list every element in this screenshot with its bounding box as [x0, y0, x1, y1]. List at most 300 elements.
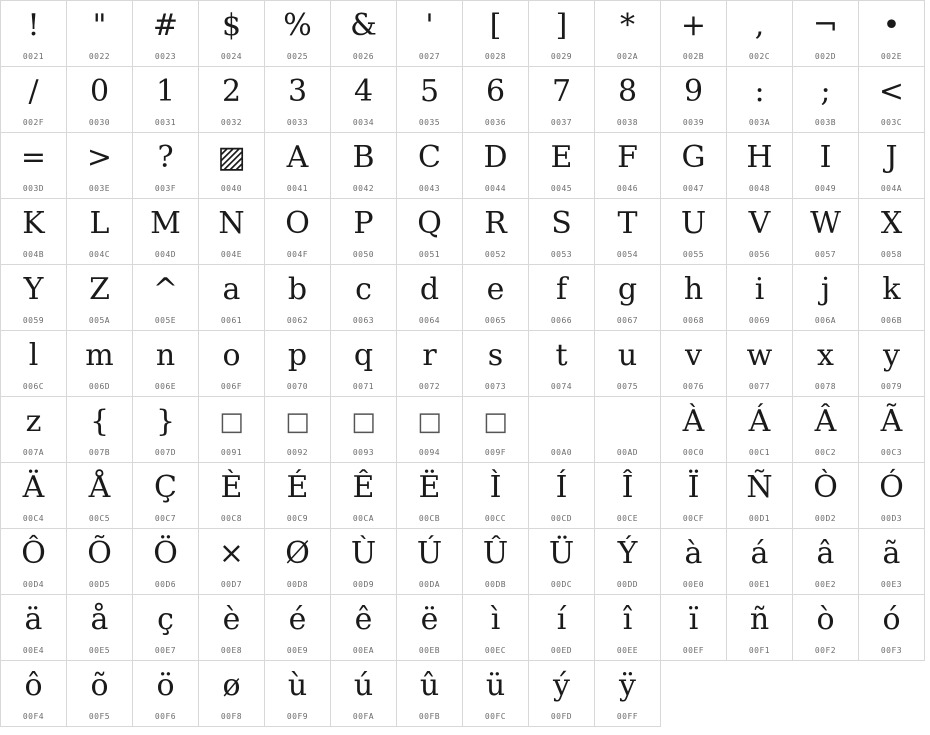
glyph-character: Ì: [489, 470, 502, 505]
glyph-codepoint: 0061: [220, 316, 243, 325]
glyph-character: ý: [553, 668, 570, 703]
glyph-codepoint: 0094: [418, 448, 441, 457]
glyph-cell[interactable]: [595, 331, 661, 397]
glyph-character: L: [89, 206, 110, 241]
glyph-codepoint: 0064: [418, 316, 441, 325]
glyph-cell[interactable]: [463, 265, 529, 331]
glyph-cell[interactable]: [595, 529, 661, 595]
glyph-codepoint: 003F: [154, 184, 177, 193]
glyph-codepoint: 0045: [550, 184, 573, 193]
glyph-cell[interactable]: [199, 331, 265, 397]
glyph-codepoint: 00FA: [352, 712, 375, 721]
glyph-cell[interactable]: [727, 67, 793, 133]
glyph-cell[interactable]: [133, 1, 199, 67]
glyph-cell[interactable]: [1, 595, 67, 661]
glyph-cell[interactable]: [331, 463, 397, 529]
glyph-codepoint: 0054: [616, 250, 639, 259]
glyph-cell[interactable]: [397, 595, 463, 661]
glyph-cell[interactable]: [265, 199, 331, 265]
glyph-cell[interactable]: [1, 397, 67, 463]
glyph-character: à: [684, 536, 703, 571]
glyph-character: G: [681, 140, 706, 175]
glyph-cell[interactable]: [529, 595, 595, 661]
glyph-character: B: [352, 140, 375, 175]
glyph-codepoint: 00C8: [220, 514, 243, 523]
glyph-codepoint: 00C1: [748, 448, 771, 457]
glyph-character: m: [85, 338, 114, 373]
glyph-cell[interactable]: [331, 595, 397, 661]
glyph-cell[interactable]: [331, 661, 397, 727]
glyph-cell[interactable]: [133, 331, 199, 397]
glyph-character: A: [286, 140, 309, 175]
glyph-codepoint: 002B: [682, 52, 705, 61]
glyph-codepoint: 00D6: [154, 580, 177, 589]
glyph-codepoint: 00E8: [220, 646, 243, 655]
glyph-cell[interactable]: [793, 1, 859, 67]
glyph-cell[interactable]: [859, 1, 925, 67]
glyph-character: z: [25, 404, 42, 439]
glyph-cell[interactable]: [397, 199, 463, 265]
glyph-codepoint: 0067: [616, 316, 639, 325]
glyph-character: j: [820, 272, 831, 307]
glyph-codepoint: 0091: [220, 448, 243, 457]
glyph-character: ×: [218, 536, 245, 571]
glyph-character: ó: [882, 602, 901, 637]
glyph-character: ä: [24, 602, 43, 637]
glyph-cell[interactable]: [595, 67, 661, 133]
glyph-cell[interactable]: [793, 463, 859, 529]
glyph-codepoint: 0063: [352, 316, 375, 325]
glyph-character: ï: [688, 602, 699, 637]
glyph-character: >: [86, 140, 113, 175]
glyph-cell[interactable]: [463, 661, 529, 727]
glyph-cell[interactable]: [67, 331, 133, 397]
glyph-cell[interactable]: [793, 133, 859, 199]
glyph-cell[interactable]: [463, 529, 529, 595]
glyph-cell[interactable]: [397, 67, 463, 133]
glyph-cell[interactable]: [265, 397, 331, 463]
glyph-cell[interactable]: [133, 661, 199, 727]
glyph-character: Ï: [687, 470, 700, 505]
glyph-character: Ø: [285, 536, 310, 571]
glyph-codepoint: 00E7: [154, 646, 177, 655]
glyph-character: ü: [485, 668, 506, 703]
character-map-body: [1, 1, 925, 727]
glyph-character: ñ: [749, 602, 770, 637]
glyph-cell[interactable]: [265, 265, 331, 331]
glyph-character: ]: [555, 8, 568, 43]
glyph-character: /: [28, 74, 39, 109]
glyph-character: S: [551, 206, 572, 241]
glyph-cell[interactable]: [727, 331, 793, 397]
glyph-character: x: [817, 338, 834, 373]
glyph-character: í: [556, 602, 567, 637]
glyph-codepoint: 003D: [22, 184, 45, 193]
glyph-cell[interactable]: [331, 529, 397, 595]
glyph-cell[interactable]: [529, 133, 595, 199]
glyph-character: 0: [89, 74, 110, 109]
glyph-character: ã: [882, 536, 901, 571]
glyph-codepoint: 0039: [682, 118, 705, 127]
glyph-cell[interactable]: [397, 529, 463, 595]
glyph-cell[interactable]: [199, 199, 265, 265]
glyph-cell[interactable]: [661, 1, 727, 67]
glyph-codepoint: 0092: [286, 448, 309, 457]
glyph-cell[interactable]: [331, 397, 397, 463]
glyph-cell[interactable]: [397, 1, 463, 67]
glyph-cell[interactable]: [661, 529, 727, 595]
glyph-cell[interactable]: [199, 265, 265, 331]
glyph-cell[interactable]: [595, 265, 661, 331]
glyph-character: Í: [555, 470, 568, 505]
glyph-character: l: [28, 338, 39, 373]
glyph-cell[interactable]: [199, 595, 265, 661]
glyph-character: =: [20, 140, 47, 175]
glyph-cell[interactable]: [331, 67, 397, 133]
glyph-codepoint: 0046: [616, 184, 639, 193]
glyph-character: u: [617, 338, 638, 373]
glyph-character: +: [680, 8, 707, 43]
glyph-cell[interactable]: [67, 133, 133, 199]
glyph-cell[interactable]: [1, 265, 67, 331]
glyph-codepoint: 00EE: [616, 646, 639, 655]
glyph-cell[interactable]: [199, 661, 265, 727]
glyph-cell[interactable]: [133, 67, 199, 133]
glyph-codepoint: 00D2: [814, 514, 837, 523]
glyph-codepoint: 00D4: [22, 580, 45, 589]
glyph-cell[interactable]: [595, 397, 661, 463]
glyph-character: ô: [24, 668, 43, 703]
glyph-cell[interactable]: [727, 397, 793, 463]
glyph-cell[interactable]: [529, 199, 595, 265]
glyph-cell[interactable]: [859, 67, 925, 133]
glyph-cell[interactable]: [199, 397, 265, 463]
glyph-cell[interactable]: [1, 67, 67, 133]
glyph-cell[interactable]: [397, 397, 463, 463]
glyph-cell[interactable]: [661, 463, 727, 529]
glyph-character: â: [816, 536, 835, 571]
glyph-character: *: [620, 8, 635, 43]
glyph-cell[interactable]: [265, 133, 331, 199]
glyph-cell[interactable]: [199, 529, 265, 595]
glyph-cell[interactable]: [133, 529, 199, 595]
glyph-cell[interactable]: [661, 67, 727, 133]
glyph-cell[interactable]: [67, 199, 133, 265]
glyph-cell[interactable]: [199, 463, 265, 529]
glyph-character: È: [220, 470, 243, 505]
glyph-cell[interactable]: [265, 661, 331, 727]
glyph-character: Ý: [617, 536, 638, 571]
glyph-cell[interactable]: [793, 529, 859, 595]
glyph-codepoint: 002F: [22, 118, 45, 127]
glyph-cell[interactable]: [463, 67, 529, 133]
glyph-cell[interactable]: [793, 397, 859, 463]
glyph-cell[interactable]: [1, 463, 67, 529]
glyph-cell[interactable]: [1, 661, 67, 727]
glyph-codepoint: 0029: [550, 52, 573, 61]
glyph-cell[interactable]: [661, 397, 727, 463]
glyph-cell[interactable]: [859, 463, 925, 529]
character-map-row: [1, 265, 925, 331]
glyph-cell[interactable]: [463, 331, 529, 397]
glyph-codepoint: 005A: [88, 316, 111, 325]
glyph-codepoint: 00C0: [682, 448, 705, 457]
glyph-cell[interactable]: [595, 1, 661, 67]
glyph-cell[interactable]: [199, 1, 265, 67]
glyph-cell[interactable]: [265, 331, 331, 397]
glyph-cell[interactable]: [265, 67, 331, 133]
glyph-cell[interactable]: [727, 199, 793, 265]
glyph-character: 2: [221, 74, 242, 109]
glyph-cell[interactable]: [199, 133, 265, 199]
glyph-cell[interactable]: [265, 529, 331, 595]
glyph-character: ì: [490, 602, 501, 637]
glyph-cell[interactable]: [529, 397, 595, 463]
glyph-character: Î: [621, 470, 634, 505]
glyph-codepoint: 0022: [88, 52, 111, 61]
glyph-cell[interactable]: [727, 265, 793, 331]
glyph-character: 7: [551, 74, 572, 109]
glyph-codepoint: 00E0: [682, 580, 705, 589]
glyph-cell[interactable]: [595, 199, 661, 265]
glyph-cell[interactable]: [67, 397, 133, 463]
glyph-codepoint: 00E5: [88, 646, 111, 655]
glyph-cell[interactable]: [199, 67, 265, 133]
glyph-codepoint: 0072: [418, 382, 441, 391]
glyph-cell[interactable]: [859, 199, 925, 265]
glyph-character: Ü: [548, 536, 575, 571]
glyph-codepoint: 002A: [616, 52, 639, 61]
glyph-cell[interactable]: [331, 331, 397, 397]
glyph-cell[interactable]: [133, 265, 199, 331]
glyph-codepoint: 0031: [154, 118, 177, 127]
glyph-cell[interactable]: [859, 265, 925, 331]
glyph-character: O: [285, 206, 310, 241]
glyph-cell[interactable]: [67, 265, 133, 331]
glyph-codepoint: 00F8: [220, 712, 243, 721]
glyph-character: ù: [287, 668, 308, 703]
glyph-cell[interactable]: [265, 595, 331, 661]
glyph-cell[interactable]: [793, 199, 859, 265]
glyph-codepoint: 0074: [550, 382, 573, 391]
glyph-codepoint: 00D9: [352, 580, 375, 589]
glyph-character: b: [287, 272, 308, 307]
glyph-character: w: [746, 338, 773, 373]
glyph-cell[interactable]: [595, 133, 661, 199]
glyph-codepoint: 006C: [22, 382, 45, 391]
glyph-character: è: [222, 602, 241, 637]
glyph-codepoint: 0077: [748, 382, 771, 391]
glyph-cell[interactable]: [529, 661, 595, 727]
glyph-codepoint: 0025: [286, 52, 309, 61]
glyph-codepoint: 004F: [286, 250, 309, 259]
glyph-cell[interactable]: [463, 595, 529, 661]
glyph-cell[interactable]: [463, 463, 529, 529]
glyph-cell[interactable]: [727, 133, 793, 199]
empty-cell: [859, 661, 925, 727]
glyph-character: Ö: [153, 536, 178, 571]
glyph-codepoint: 00C9: [286, 514, 309, 523]
glyph-cell[interactable]: [1, 529, 67, 595]
glyph-cell[interactable]: [727, 529, 793, 595]
glyph-cell[interactable]: [133, 133, 199, 199]
glyph-cell[interactable]: [331, 265, 397, 331]
glyph-character: □: [285, 407, 310, 437]
glyph-cell[interactable]: [859, 595, 925, 661]
glyph-cell[interactable]: [1, 331, 67, 397]
glyph-cell[interactable]: [727, 595, 793, 661]
glyph-cell[interactable]: [793, 265, 859, 331]
glyph-character: R: [484, 206, 507, 241]
glyph-codepoint: 00F9: [286, 712, 309, 721]
glyph-codepoint: 002D: [814, 52, 837, 61]
empty-cell: [661, 661, 727, 727]
glyph-character: 9: [683, 74, 704, 109]
glyph-cell[interactable]: [793, 595, 859, 661]
glyph-codepoint: 00DB: [484, 580, 507, 589]
glyph-cell[interactable]: [727, 463, 793, 529]
glyph-character: Û: [482, 536, 509, 571]
glyph-character: e: [486, 272, 505, 307]
glyph-cell[interactable]: [133, 463, 199, 529]
glyph-codepoint: 0068: [682, 316, 705, 325]
glyph-codepoint: 0062: [286, 316, 309, 325]
glyph-codepoint: 007B: [88, 448, 111, 457]
glyph-codepoint: 00EA: [352, 646, 375, 655]
glyph-character: Â: [814, 404, 837, 439]
glyph-cell[interactable]: [133, 595, 199, 661]
glyph-cell[interactable]: [859, 529, 925, 595]
glyph-cell[interactable]: [1, 1, 67, 67]
glyph-cell[interactable]: [67, 595, 133, 661]
glyph-cell[interactable]: [661, 133, 727, 199]
glyph-codepoint: 00E3: [880, 580, 903, 589]
glyph-cell[interactable]: [793, 331, 859, 397]
glyph-cell[interactable]: [331, 1, 397, 67]
glyph-codepoint: 0052: [484, 250, 507, 259]
glyph-cell[interactable]: [1, 133, 67, 199]
glyph-cell[interactable]: [331, 199, 397, 265]
glyph-codepoint: 00F6: [154, 712, 177, 721]
glyph-codepoint: 006A: [814, 316, 837, 325]
character-map-row: [1, 529, 925, 595]
glyph-cell[interactable]: [67, 463, 133, 529]
glyph-codepoint: 006D: [88, 382, 111, 391]
glyph-cell[interactable]: [661, 265, 727, 331]
glyph-codepoint: 0066: [550, 316, 573, 325]
glyph-cell[interactable]: [397, 463, 463, 529]
glyph-character: M: [150, 206, 181, 241]
glyph-cell[interactable]: [859, 331, 925, 397]
glyph-character: Ñ: [746, 470, 773, 505]
glyph-cell[interactable]: [397, 265, 463, 331]
glyph-character: 5: [419, 74, 440, 109]
glyph-codepoint: 00F3: [880, 646, 903, 655]
glyph-character: Ó: [879, 470, 904, 505]
glyph-character: 6: [485, 74, 506, 109]
glyph-cell[interactable]: [661, 199, 727, 265]
glyph-cell[interactable]: [595, 463, 661, 529]
glyph-cell[interactable]: [67, 1, 133, 67]
glyph-codepoint: 00E9: [286, 646, 309, 655]
glyph-codepoint: 00CE: [616, 514, 639, 523]
glyph-cell[interactable]: [661, 331, 727, 397]
glyph-codepoint: 0049: [814, 184, 837, 193]
glyph-character: 1: [155, 74, 176, 109]
glyph-codepoint: 0042: [352, 184, 375, 193]
glyph-codepoint: 00F5: [88, 712, 111, 721]
glyph-cell[interactable]: [529, 529, 595, 595]
glyph-cell[interactable]: [529, 265, 595, 331]
glyph-cell[interactable]: [463, 133, 529, 199]
glyph-character: □: [483, 407, 508, 437]
glyph-cell[interactable]: [1, 199, 67, 265]
glyph-cell[interactable]: [529, 463, 595, 529]
glyph-codepoint: 00FB: [418, 712, 441, 721]
glyph-cell[interactable]: [397, 133, 463, 199]
glyph-cell[interactable]: [595, 661, 661, 727]
glyph-cell[interactable]: [463, 199, 529, 265]
glyph-cell[interactable]: [529, 1, 595, 67]
glyph-cell[interactable]: [397, 331, 463, 397]
glyph-character: □: [417, 407, 442, 437]
glyph-character: á: [750, 536, 769, 571]
glyph-character: 4: [353, 74, 374, 109]
glyph-codepoint: 002C: [748, 52, 771, 61]
glyph-cell[interactable]: [463, 397, 529, 463]
glyph-cell[interactable]: [133, 199, 199, 265]
glyph-codepoint: 0036: [484, 118, 507, 127]
glyph-character: Ã: [880, 404, 903, 439]
glyph-codepoint: 004C: [88, 250, 111, 259]
glyph-cell[interactable]: [859, 133, 925, 199]
glyph-codepoint: 0053: [550, 250, 573, 259]
glyph-character: {: [89, 404, 110, 439]
glyph-character: t: [555, 338, 568, 373]
glyph-cell[interactable]: [529, 331, 595, 397]
glyph-cell[interactable]: [397, 661, 463, 727]
glyph-cell[interactable]: [265, 1, 331, 67]
glyph-codepoint: 00CB: [418, 514, 441, 523]
glyph-character: Õ: [87, 536, 112, 571]
glyph-character: h: [683, 272, 704, 307]
glyph-cell[interactable]: [727, 1, 793, 67]
glyph-character: ö: [156, 668, 175, 703]
glyph-cell[interactable]: [67, 67, 133, 133]
glyph-cell[interactable]: [529, 67, 595, 133]
glyph-character: Ç: [154, 470, 177, 505]
glyph-character: ÿ: [619, 668, 636, 703]
glyph-cell[interactable]: [133, 397, 199, 463]
glyph-codepoint: 00F1: [748, 646, 771, 655]
glyph-codepoint: 00D1: [748, 514, 771, 523]
glyph-cell[interactable]: [463, 1, 529, 67]
glyph-cell[interactable]: [859, 397, 925, 463]
glyph-codepoint: 00FF: [616, 712, 639, 721]
glyph-cell[interactable]: [67, 661, 133, 727]
glyph-cell[interactable]: [265, 463, 331, 529]
glyph-cell[interactable]: [793, 67, 859, 133]
glyph-cell[interactable]: [331, 133, 397, 199]
character-map-row: [1, 133, 925, 199]
glyph-character: #: [152, 8, 179, 43]
glyph-cell[interactable]: [67, 529, 133, 595]
glyph-character: ê: [354, 602, 373, 637]
glyph-character: V: [748, 206, 771, 241]
glyph-codepoint: 0055: [682, 250, 705, 259]
glyph-cell[interactable]: [595, 595, 661, 661]
glyph-cell[interactable]: [661, 595, 727, 661]
